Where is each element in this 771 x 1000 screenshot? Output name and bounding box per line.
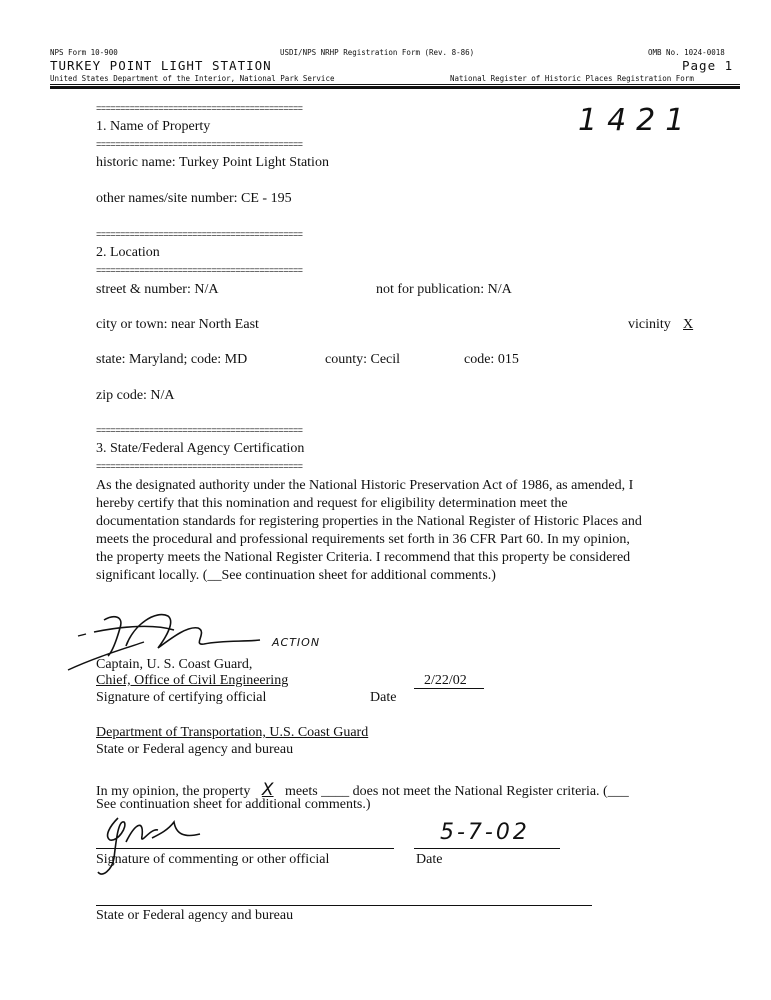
vicinity-mark-text: X <box>683 317 694 332</box>
section-1-heading: 1. Name of Property <box>96 119 211 134</box>
certification-line-1: As the designated authority under the National Historic Preservation Act of 1986, as amended, I <box>96 478 634 493</box>
certification-line-2: hereby certify that this nomination and request for eligibility determination meet the <box>96 496 568 511</box>
section-3-heading: 3. State/Federal Agency Certification <box>96 441 305 456</box>
zip-code: zip code: N/A <box>96 388 175 403</box>
certification-line-4: meets the procedural and professional requirements set forth in 36 CFR Part 60. In my opinion, <box>96 532 630 547</box>
state-code: state: Maryland; code: MD <box>96 352 248 367</box>
street-number: street & number: N/A <box>96 282 219 297</box>
signature-label: Signature of certifying official <box>96 690 267 705</box>
opinion-mark: X <box>261 780 274 800</box>
vicinity-mark <box>679 317 697 333</box>
acting-annotation: ACTION <box>272 636 321 649</box>
commenting-signature-rule <box>96 848 394 849</box>
commenting-date: 5-7-02 <box>440 820 530 845</box>
commenting-date-rule <box>414 848 560 849</box>
certification-line-3: documentation standards for registering properties in the National Register of Historic Places and <box>96 514 642 529</box>
header-rule-thick <box>50 86 740 89</box>
agency-name: Department of Transportation, U.S. Coast Guard <box>96 725 369 740</box>
opinion-line-2: See continuation sheet for additional comments.) <box>96 797 371 812</box>
separator: =========================================== <box>96 462 303 472</box>
certification-line-5: the property meets the National Register Criteria. I recommend that this property be considered <box>96 550 631 565</box>
opinion-prefix: In my opinion, the property <box>96 784 251 799</box>
commenting-date-label: Date <box>416 852 443 867</box>
city-town: city or town: near North East <box>96 317 259 332</box>
header-rule-thin <box>50 84 740 85</box>
bottom-agency-rule <box>96 905 592 906</box>
separator: =========================================== <box>96 266 303 276</box>
other-names: other names/site number: CE - 195 <box>96 191 292 206</box>
historic-name: historic name: Turkey Point Light Station <box>96 155 329 170</box>
separator: =========================================== <box>96 426 303 436</box>
bottom-agency-label: State or Federal agency and bureau <box>96 908 294 923</box>
not-for-publication: not for publication: N/A <box>376 282 512 297</box>
handwritten-number: 1421 <box>578 103 695 138</box>
vicinity-label: vicinity <box>628 317 671 332</box>
separator: =========================================== <box>96 104 303 114</box>
section-2-heading: 2. Location <box>96 245 160 260</box>
opinion-rest: meets ____ does not meet the National Register criteria. (___ <box>285 784 629 799</box>
omb-number: OMB No. 1024-0018 <box>648 48 725 57</box>
form-number: NPS Form 10-900 <box>50 48 118 57</box>
form-center-label: USDI/NPS NRHP Registration Form (Rev. 8-86) <box>280 48 475 57</box>
county-code: code: 015 <box>464 352 519 367</box>
page-number: Page 1 <box>682 58 734 73</box>
separator: =========================================== <box>96 230 303 240</box>
county: county: Cecil <box>325 352 401 367</box>
office-name: Chief, Office of Civil Engineering <box>96 673 289 688</box>
department-label: United States Department of the Interior, National Park Service <box>50 74 335 83</box>
date-label: Date <box>370 690 397 705</box>
agency-label: State or Federal agency and bureau <box>96 742 294 757</box>
certifying-date: 2/22/02 <box>424 673 467 688</box>
separator: =========================================== <box>96 140 303 150</box>
commenting-label: Signature of commenting or other official <box>96 852 330 867</box>
official-title: Captain, U. S. Coast Guard, <box>96 657 253 672</box>
document-title: TURKEY POINT LIGHT STATION <box>50 58 272 73</box>
certifying-date-rule <box>414 688 484 689</box>
certification-line-6: significant locally. (__See continuation sheet for additional comments.) <box>96 568 496 583</box>
register-label: National Register of Historic Places Registration Form <box>450 74 694 83</box>
